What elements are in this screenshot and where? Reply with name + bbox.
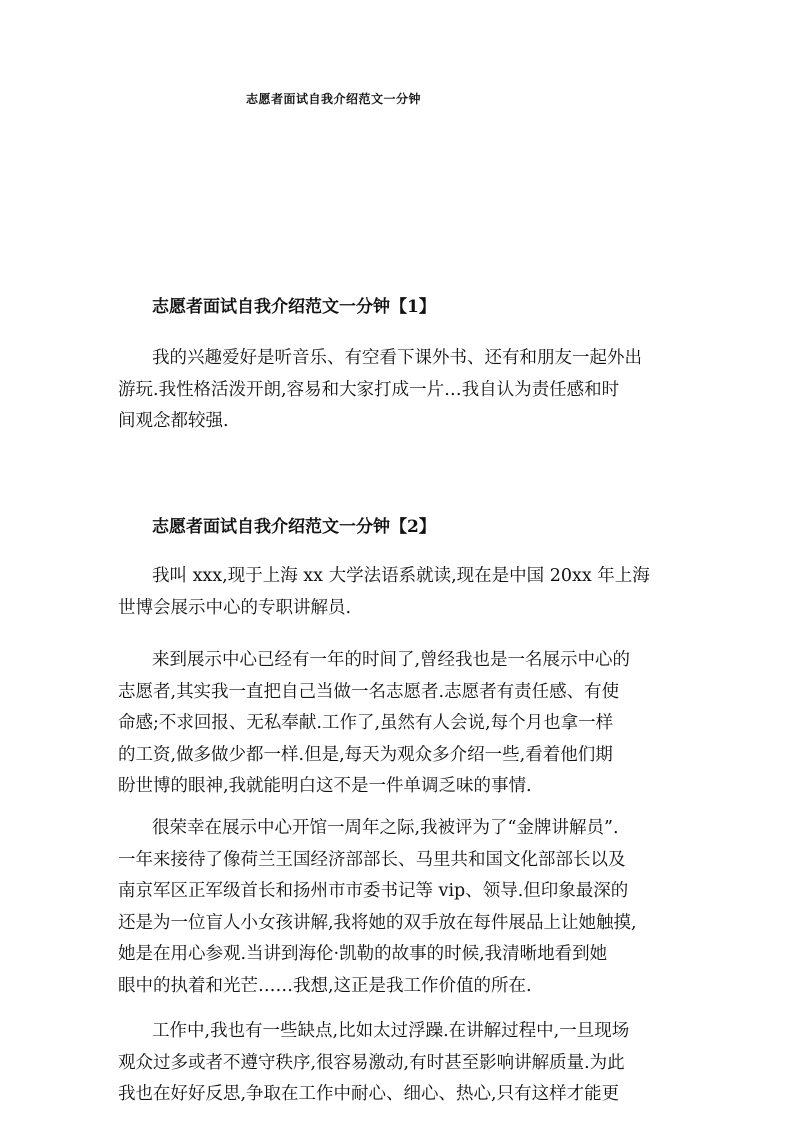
- paragraph-line: 世博会展示中心的专职讲解员.: [118, 597, 352, 618]
- paragraph-line: 南京军区正军级首长和扬州市市委书记等 vip、领导.但印象最深的: [118, 881, 629, 901]
- section-title-2: 志愿者面试自我介绍范文一分钟【2】: [152, 517, 436, 537]
- paragraph-line: 眼中的执着和光芒……我想,这正是我工作价值的所在.: [118, 975, 532, 996]
- paragraph: [118, 1016, 678, 1111]
- paragraph-line: 一年来接待了像荷兰王国经济部部长、马里共和国文化部部长以及: [118, 849, 626, 870]
- paragraph-line: 工作中,我也有一些缺点,比如太过浮躁.在讲解过程中,一旦现场: [152, 1021, 630, 1041]
- paragraph: [118, 645, 678, 803]
- paragraph-line: 我也在好好反思,争取在工作中耐心、细心、热心,只有这样才能更: [118, 1084, 620, 1104]
- paragraph-line: 还是为一位盲人小女孩讲解,我将她的双手放在每件展品上让她触摸,: [118, 912, 637, 933]
- paragraph: [118, 813, 678, 1002]
- paragraph-line: 我的兴趣爱好是听音乐、有空看下课外书、还有和朋友一起外出: [152, 348, 642, 368]
- page-header: 志愿者面试自我介绍范文一分钟: [246, 92, 422, 106]
- paragraph: [118, 343, 678, 438]
- paragraph-line: 志愿者,其实我一直把自己当做一名志愿者.志愿者有责任感、有使: [118, 681, 620, 702]
- paragraph-line: 观众过多或者不遵守秩序,很容易激动,有时甚至影响讲解质量.为此: [118, 1052, 625, 1073]
- paragraph-line: 游玩.我性格活泼开朗,容易和大家打成一片…我自认为责任感和时: [118, 379, 620, 400]
- section-title-1: 志愿者面试自我介绍范文一分钟【1】: [152, 297, 436, 317]
- paragraph-line: 间观念都较强.: [118, 411, 229, 431]
- paragraph: [118, 561, 678, 624]
- paragraph-line: 她是在用心参观.当讲到海伦·凯勒的故事的时候,我清晰地看到她: [118, 944, 608, 964]
- paragraph-line: 很荣幸在展示中心开馆一周年之际,我被评为了“金牌讲解员”.: [152, 818, 619, 838]
- paragraph-line: 的工资,做多做少都一样.但是,每天为观众多介绍一些,看着他们期: [118, 744, 613, 765]
- paragraph-line: 我叫 xxx,现于上海 xx 大学法语系就读,现在是中国 20xx 年上海: [152, 566, 650, 586]
- paragraph-line: 盼世博的眼神,我就能明白这不是一件单调乏味的事情.: [118, 776, 532, 796]
- paragraph-line: 命感;不求回报、无私奉献.工作了,虽然有人会说,每个月也拿一样: [118, 713, 614, 733]
- paragraph-line: 来到展示中心已经有一年的时间了,曾经我也是一名展示中心的: [152, 650, 631, 670]
